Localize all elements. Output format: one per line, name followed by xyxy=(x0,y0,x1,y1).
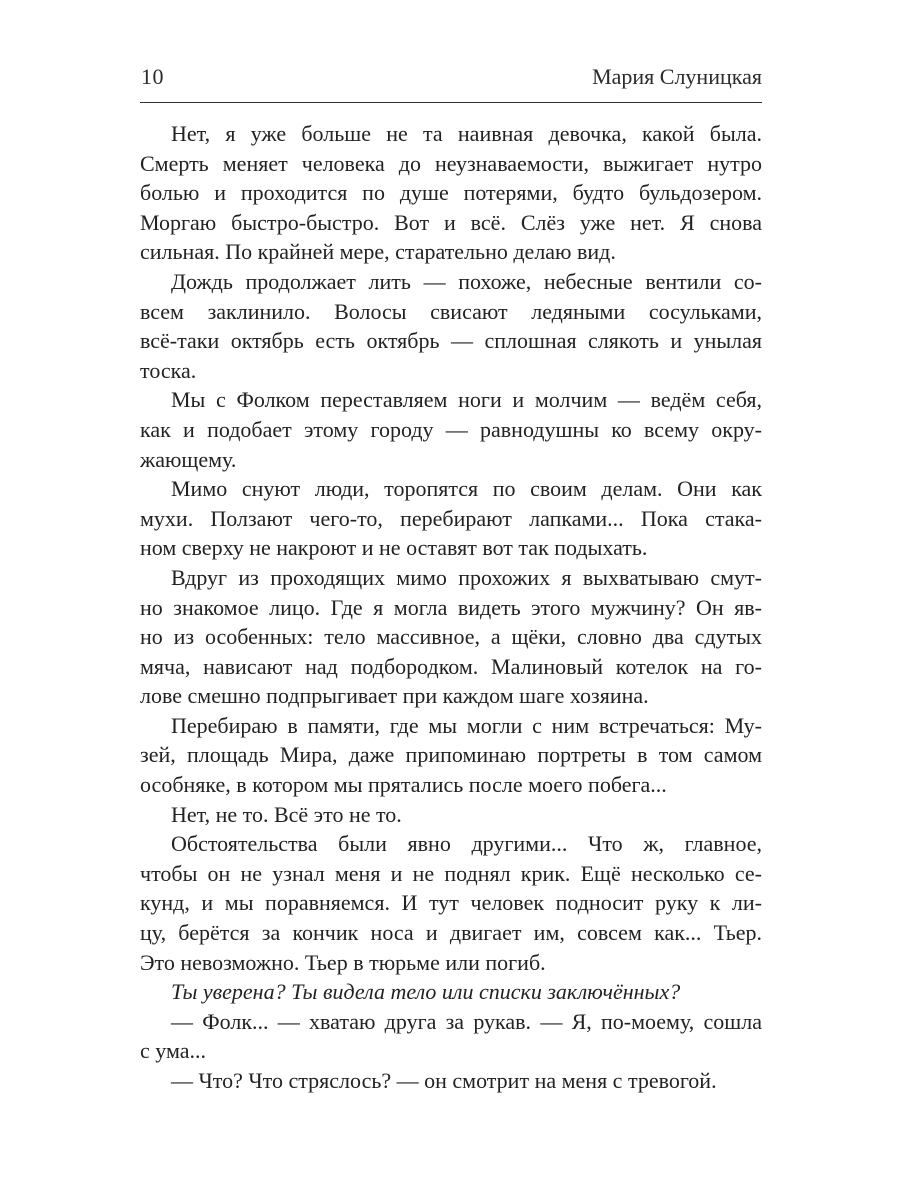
text-line: Моргаю быстро-быстро. Вот и всё. Слёз уже нет. Я снова xyxy=(140,209,762,235)
text-line: Перебираю в памяти, где мы могли с ним встречаться: Му- xyxy=(171,712,762,738)
text-line: особняке, в котором мы прятались после моего побега... xyxy=(140,772,667,798)
paragraph xyxy=(140,119,762,267)
page-body-text xyxy=(140,119,762,1096)
text-line: Мимо снуют люди, торопятся по своим делам. Они как xyxy=(171,476,762,502)
text-line: жающему. xyxy=(140,446,237,472)
text-line: кунд, и мы поравняемся. И тут человек подносит руку к ли- xyxy=(140,890,762,916)
paragraph xyxy=(140,711,762,800)
text-line: ном сверху не накроют и не оставят вот так подыхать. xyxy=(140,535,648,561)
text-line: Обстоятельства были явно другими... Что ж, главное, xyxy=(171,831,762,857)
text-line: мухи. Ползают чего-то, перебирают лапками... Пока стака- xyxy=(140,505,762,531)
text-line: чтобы он не узнал меня и не поднял крик. Ещё несколько се- xyxy=(140,860,762,886)
text-line: Смерть меняет человека до неузнаваемости, выжигает нутро xyxy=(140,150,762,176)
text-line: — Что? Что стряслось? — он смотрит на меня с тревогой. xyxy=(171,1068,717,1093)
paragraph xyxy=(140,1066,762,1096)
text-line: всем заклинило. Волосы свисают ледяными сосульками, xyxy=(140,298,762,324)
text-line: тоска. xyxy=(140,357,197,383)
page-number: 10 xyxy=(141,64,164,89)
text-line: цу, берётся за кончик носа и двигает им, совсем как... Тьер. xyxy=(140,920,762,946)
text-line: Мы с Фолком переставляем ноги и молчим — ведём себя, xyxy=(171,387,762,413)
text-line: как и подобает этому городу — равнодушны ко всему окру- xyxy=(140,416,762,442)
running-header-author: Мария Слуницкая xyxy=(592,64,762,89)
paragraph xyxy=(140,563,762,711)
text-line: Вдруг из проходящих мимо прохожих я выхватываю смут- xyxy=(171,564,762,590)
text-line: лове смешно подпрыгивает при каждом шаге хозяина. xyxy=(140,683,649,709)
text-line: всё-таки октябрь есть октябрь — сплошная слякоть и унылая xyxy=(140,328,762,354)
paragraph xyxy=(140,267,762,385)
running-header xyxy=(141,64,762,90)
paragraph xyxy=(140,474,762,563)
text-line: но знакомое лицо. Где я могла видеть этого мужчину? Он яв- xyxy=(140,594,762,620)
text-line: — Фолк... — хватаю друга за рукав. — Я, по-моему, сошла xyxy=(171,1008,762,1034)
text-line: зей, площадь Мира, даже припоминаю портреты в том самом xyxy=(140,742,762,768)
paragraph xyxy=(140,977,762,1007)
paragraph xyxy=(140,1007,762,1066)
paragraph xyxy=(140,829,762,977)
text-line: Нет, не то. Всё это не то. xyxy=(171,801,402,827)
text-line: сильная. По крайней мере, старательно делаю вид. xyxy=(140,239,616,265)
text-line: но из особенных: тело массивное, а щёки, словно два сдутых xyxy=(140,624,762,650)
text-line: Ты уверена? Ты видела тело или списки заключённых? xyxy=(171,979,681,1005)
text-line: Это невозможно. Тьер в тюрьме или погиб. xyxy=(140,949,546,975)
text-line: с ума... xyxy=(140,1038,207,1064)
paragraph xyxy=(140,385,762,474)
text-line: мяча, нависают над подбородком. Малиновый котелок на го- xyxy=(140,653,762,679)
paragraph xyxy=(140,800,762,830)
text-line: болью и проходится по душе потерями, будто бульдозером. xyxy=(140,180,762,206)
text-line: Дождь продолжает лить — похоже, небесные вентили со- xyxy=(171,268,762,294)
header-rule xyxy=(140,102,762,103)
text-line: Нет, я уже больше не та наивная девочка, какой была. xyxy=(171,121,762,146)
